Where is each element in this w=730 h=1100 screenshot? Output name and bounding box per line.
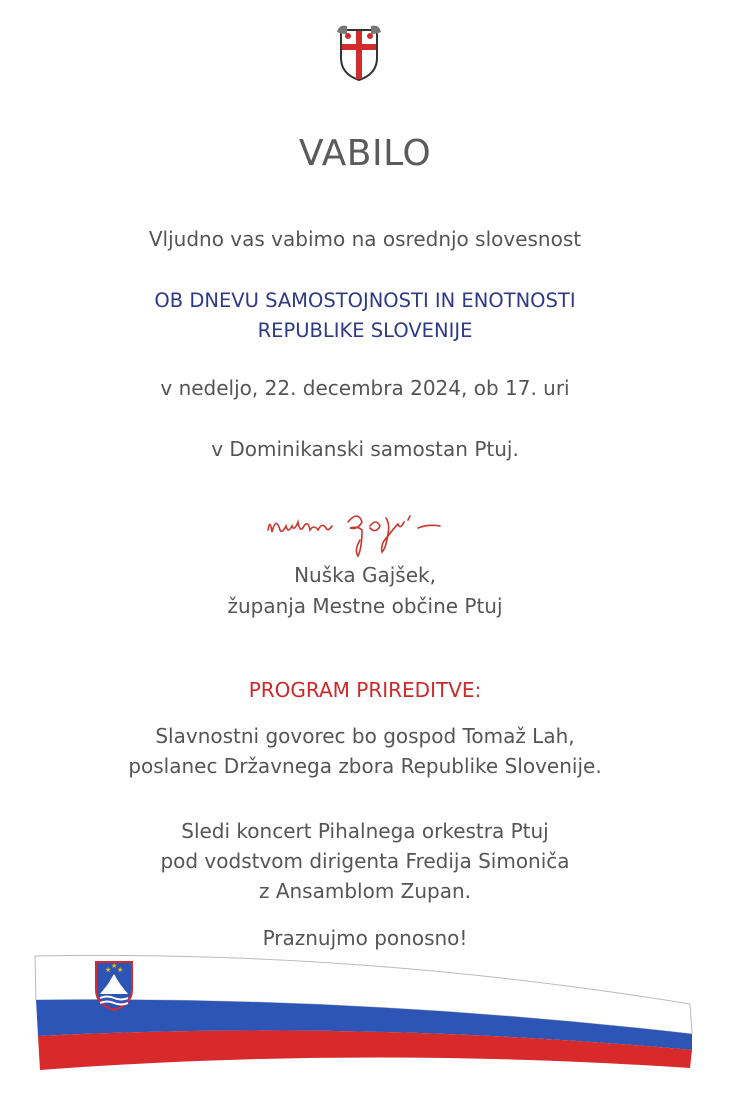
concert-line-3: z Ansamblom Zupan. — [258, 879, 472, 903]
ptuj-coat-of-arms-icon — [333, 22, 385, 82]
event-title-line-1: OB DNEVU SAMOSTOJNOSTI IN ENOTNOSTI — [154, 289, 576, 312]
event-title-line-2: REPUBLIKE SLOVENIJE — [257, 319, 473, 342]
svg-text:★: ★ — [111, 962, 118, 970]
speaker-line-2: poslanec Državnega zbora Republike Slovenije. — [128, 754, 602, 778]
page-title: VABILO — [298, 133, 432, 174]
program-concert — [0, 816, 730, 906]
svg-text:★: ★ — [105, 966, 112, 974]
invitation-intro: Vljudno vas vabimo na osrednjo slovesnost — [148, 227, 582, 251]
signature-icon — [258, 500, 458, 560]
program-heading: PROGRAM PRIREDITVE: — [248, 678, 482, 702]
signer-name: Nuška Gajšek, — [294, 563, 436, 587]
event-title — [0, 286, 730, 346]
concert-line-2: pod vodstvom dirigenta Fredija Simoniča — [160, 849, 570, 873]
signer-block — [0, 560, 730, 622]
program-speaker — [0, 721, 730, 781]
svg-text:★: ★ — [117, 966, 124, 974]
closing-line: Praznujmo ponosno! — [262, 926, 468, 950]
concert-line-1: Sledi koncert Pihalnega orkestra Ptuj — [181, 819, 549, 843]
event-place: v Dominikanski samostan Ptuj. — [211, 437, 519, 461]
speaker-line-1: Slavnostni govorec bo gospod Tomaž Lah, — [155, 724, 575, 748]
signer-role: županja Mestne občine Ptuj — [227, 594, 503, 618]
slovenian-flag-icon — [30, 950, 700, 1080]
event-date: v nedeljo, 22. decembra 2024, ob 17. uri — [160, 376, 570, 400]
